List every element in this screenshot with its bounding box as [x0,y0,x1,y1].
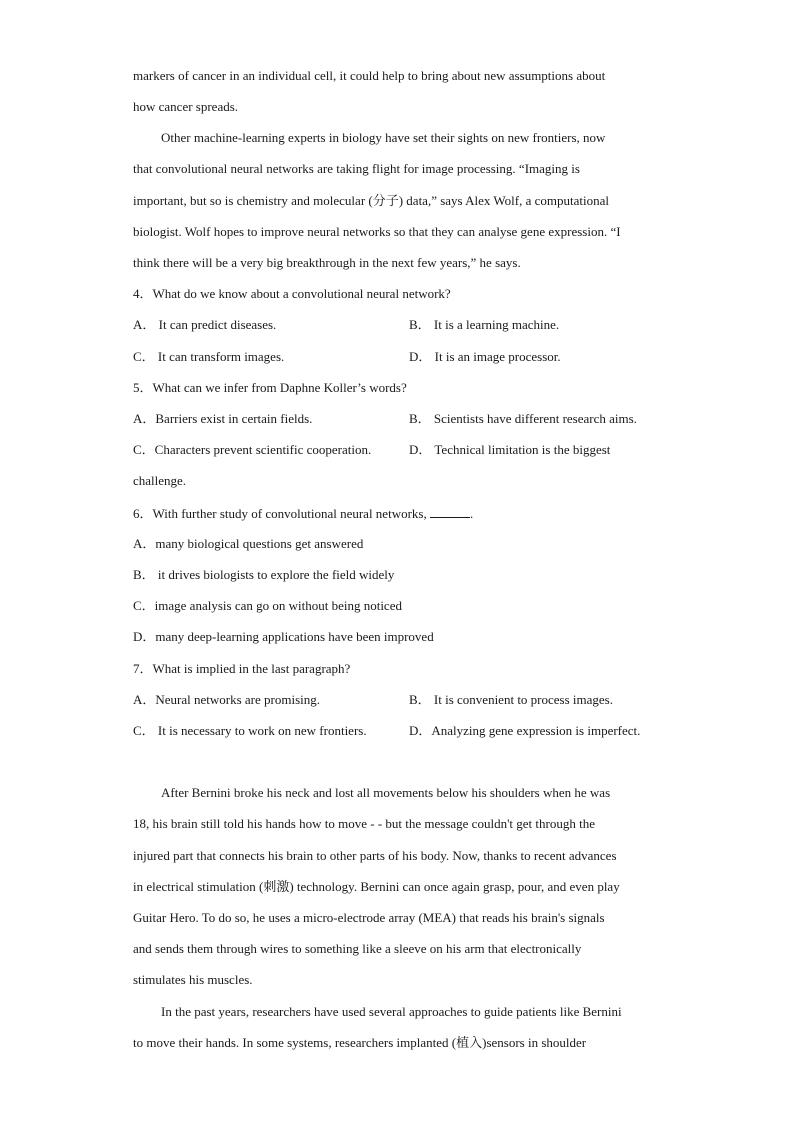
question-5-option-d: D． Technical limitation is the biggest [409,442,611,457]
question-5-option-c: C．Characters prevent scientific cooperation. [133,442,372,457]
passage2-line-5: Guitar Hero. To do so, he uses a micro-electrode array (MEA) that reads his brain's signals [133,910,605,925]
question-5-option-b: B． Scientists have different research aims. [409,411,637,426]
question-6-option-b: B． it drives biologists to explore the field widely [133,567,395,582]
passage2-line-4: in electrical stimulation (刺激) technology. Bernini can once again grasp, pour, and even play [133,879,620,894]
passage2-line-6: and sends them through wires to something like a sleeve on his arm that electronically [133,941,582,956]
passage2-line-1: After Bernini broke his neck and lost all movements below his shoulders when he was [161,785,611,800]
passage1-line-6: biologist. Wolf hopes to improve neural networks so that they can analyse gene expression. “I [133,224,621,239]
passage1-line-7: think there will be a very big breakthrough in the next few years,” he says. [133,255,521,270]
question-6-option-a: A．many biological questions get answered [133,536,364,551]
question-6-option-d: D．many deep-learning applications have been improved [133,629,434,644]
question-7-option-b: B． It is convenient to process images. [409,692,613,707]
passage1-line-5: important, but so is chemistry and molecular (分子) data,” says Alex Wolf, a computational [133,193,609,208]
question-6-option-c: C．image analysis can go on without being noticed [133,598,402,613]
question-6-stem: 6．With further study of convolutional neural networks, [133,506,427,521]
answer-blank [430,505,470,518]
question-6-stem-line [133,505,473,522]
passage1-line-4: that convolutional neural networks are taking flight for image processing. “Imaging is [133,161,580,176]
passage2-line-7: stimulates his muscles. [133,972,253,987]
question-5-option-d-continuation: challenge. [133,473,187,488]
question-5-stem: 5．What can we infer from Daphne Koller’s words? [133,380,407,395]
question-4-option-d: D． It is an image processor. [409,349,561,364]
question-4-option-b: B． It is a learning machine. [409,317,560,332]
question-4-stem: 4．What do we know about a convolutional neural network? [133,286,451,301]
passage1-line-3: Other machine-learning experts in biology have set their sights on new frontiers, now [161,130,606,145]
passage2-line-3: injured part that connects his brain to other parts of his body. Now, thanks to recent advances [133,848,617,863]
question-7-option-d: D．Analyzing gene expression is imperfect. [409,723,641,738]
question-7-option-c: C． It is necessary to work on new frontiers. [133,723,367,738]
passage2-line-9: to move their hands. In some systems, researchers implanted (植入)sensors in shoulder [133,1035,587,1050]
passage2-line-2: 18, his brain still told his hands how to move - - but the message couldn't get through the [133,816,595,831]
passage2-line-8: In the past years, researchers have used several approaches to guide patients like Bernini [161,1004,622,1019]
question-4-option-a: A． It can predict diseases. [133,317,277,332]
passage1-line-1: markers of cancer in an individual cell, it could help to bring about new assumptions about [133,68,606,83]
question-5-option-a: A．Barriers exist in certain fields. [133,411,313,426]
passage1-line-2: how cancer spreads. [133,99,239,114]
question-6-stem-end: . [469,506,474,521]
question-7-stem: 7．What is implied in the last paragraph? [133,661,351,676]
question-4-option-c: C． It can transform images. [133,349,285,364]
question-7-option-a: A．Neural networks are promising. [133,692,321,707]
